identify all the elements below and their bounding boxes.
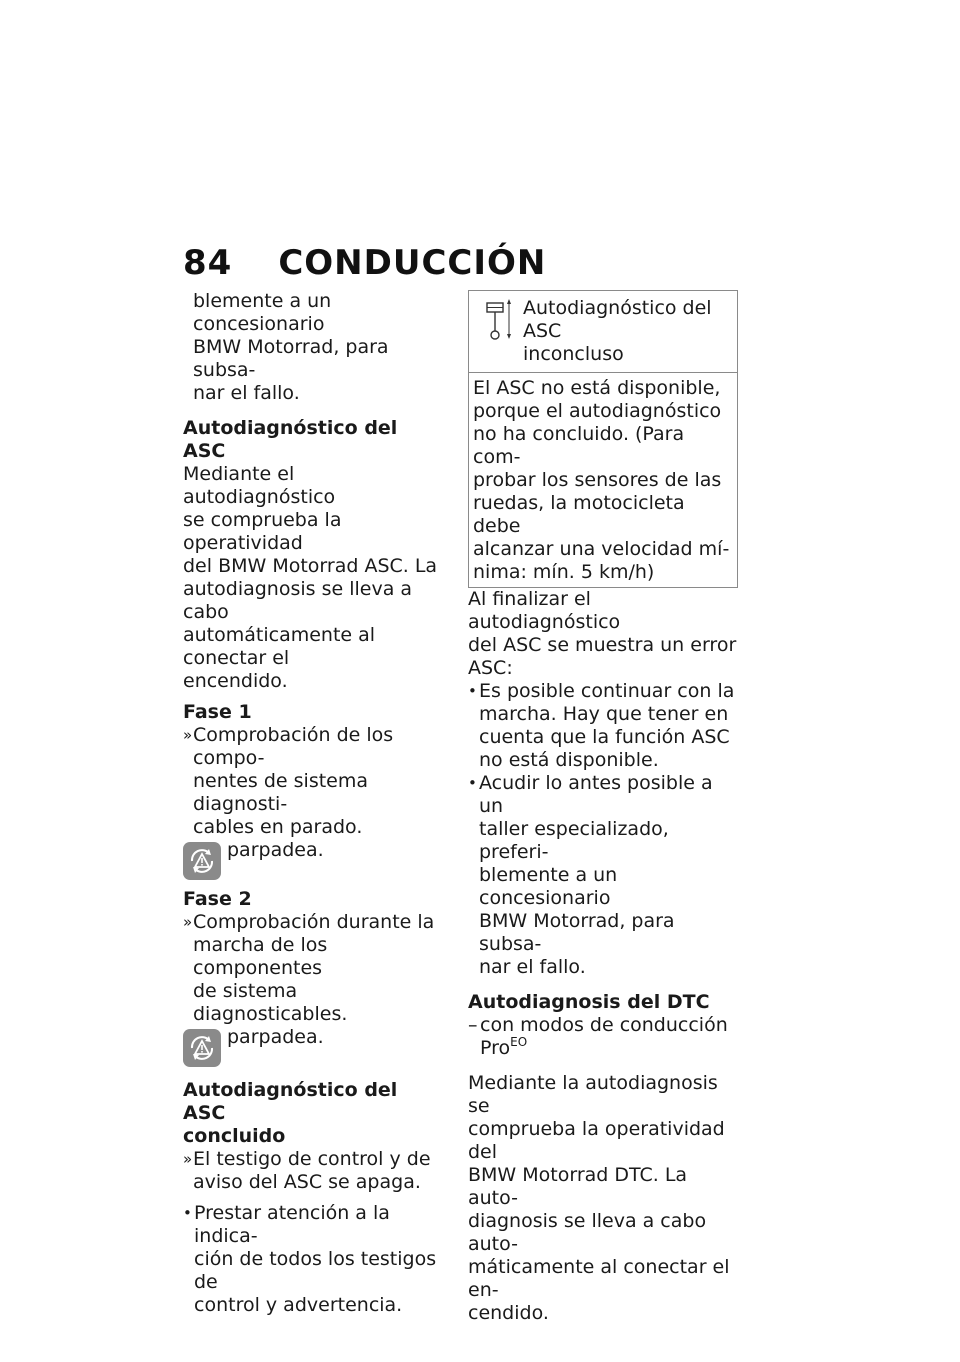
arrow-marker: »	[183, 913, 193, 931]
right-column	[468, 290, 738, 1325]
attention-bullet: • Prestar atención a la indica- ción de todos los testigos de control y advertencia.	[183, 1202, 437, 1316]
option-code: EO	[510, 1035, 528, 1049]
section-title: CONDUCCIÓN	[278, 243, 547, 283]
paragraph-dtc-intro: Mediante la autodiagnosis se comprueba la operatividad del BMW Motorrad DTC. La auto- diagnosis se lleva a cabo auto- máticamente al conectar el en- cendido.	[468, 1072, 730, 1324]
paragraph-asc-error: Al finalizar el autodiagnóstico del ASC se muestra un error ASC:	[468, 588, 737, 679]
bullet-marker: •	[183, 1204, 192, 1222]
paragraph-asc-intro: Mediante el autodiagnóstico se comprueba la operatividad del BMW Motorrad ASC. La autodiagnosis se lleva a cabo automáticamente al conectar el encendido.	[183, 463, 438, 692]
heading-dtc-selftest: Autodiagnosis del DTC	[468, 991, 710, 1013]
page-header	[183, 243, 546, 283]
bullet-marker: •	[468, 774, 477, 792]
heading-phase-2: Fase 2	[183, 888, 252, 910]
workshop-bullet: • Acudir lo antes posible a un taller especializado, preferi- blemente a un concesionario BMW Motorrad, para subsa- nar el fallo.	[468, 772, 713, 978]
left-column	[183, 290, 445, 1317]
tyre-pressure-sensor-icon	[481, 297, 521, 366]
asc-warning-lamp-icon	[183, 1029, 221, 1067]
continued-text: blemente a un concesionario BMW Motorrad, para subsa- nar el fallo.	[193, 290, 389, 404]
info-box-header: Autodiagnóstico del ASC inconcluso	[469, 291, 737, 373]
heading-asc-selftest: Autodiagnóstico del ASC	[183, 417, 398, 462]
continue-bullet: • Es posible continuar con la marcha. Hay que tener en cuenta que la función ASC no está disponible.	[468, 680, 735, 771]
page-number: 84	[183, 243, 233, 283]
phase-2-lamp-row	[183, 1026, 445, 1067]
asc-warning-lamp-icon	[183, 842, 221, 880]
heading-phase-1: Fase 1	[183, 701, 252, 723]
info-box-body: El ASC no está disponible, porque el autodiagnóstico no ha concluido. (Para com- probar los sensores de las ruedas, la motocicleta debe alcanzar una velocidad mí- nima: mín. 5 km/h)	[473, 377, 730, 583]
info-box-inconclusive	[468, 290, 738, 588]
dash-marker: –	[468, 1014, 478, 1036]
arrow-marker: »	[183, 1150, 193, 1168]
concluded-step: » El testigo de control y de aviso del ASC se apaga.	[183, 1148, 431, 1193]
dtc-riding-mode-item: – con modos de conducción Pro$^{EO}$	[468, 1014, 728, 1059]
arrow-marker: »	[183, 726, 193, 744]
phase-1-lamp-text: parpadea.	[227, 839, 324, 861]
phase-2-lamp-text: parpadea.	[227, 1026, 324, 1048]
heading-asc-concluded: Autodiagnóstico del ASC concluido	[183, 1079, 398, 1147]
bullet-marker: •	[468, 682, 477, 700]
phase-2-step: » Comprobación durante la marcha de los componentes de sistema diagnosticables.	[183, 911, 435, 1025]
phase-1-lamp-row	[183, 839, 445, 880]
phase-1-step: » Comprobación de los compo- nentes de sistema diagnosti- cables en parado.	[183, 724, 394, 838]
